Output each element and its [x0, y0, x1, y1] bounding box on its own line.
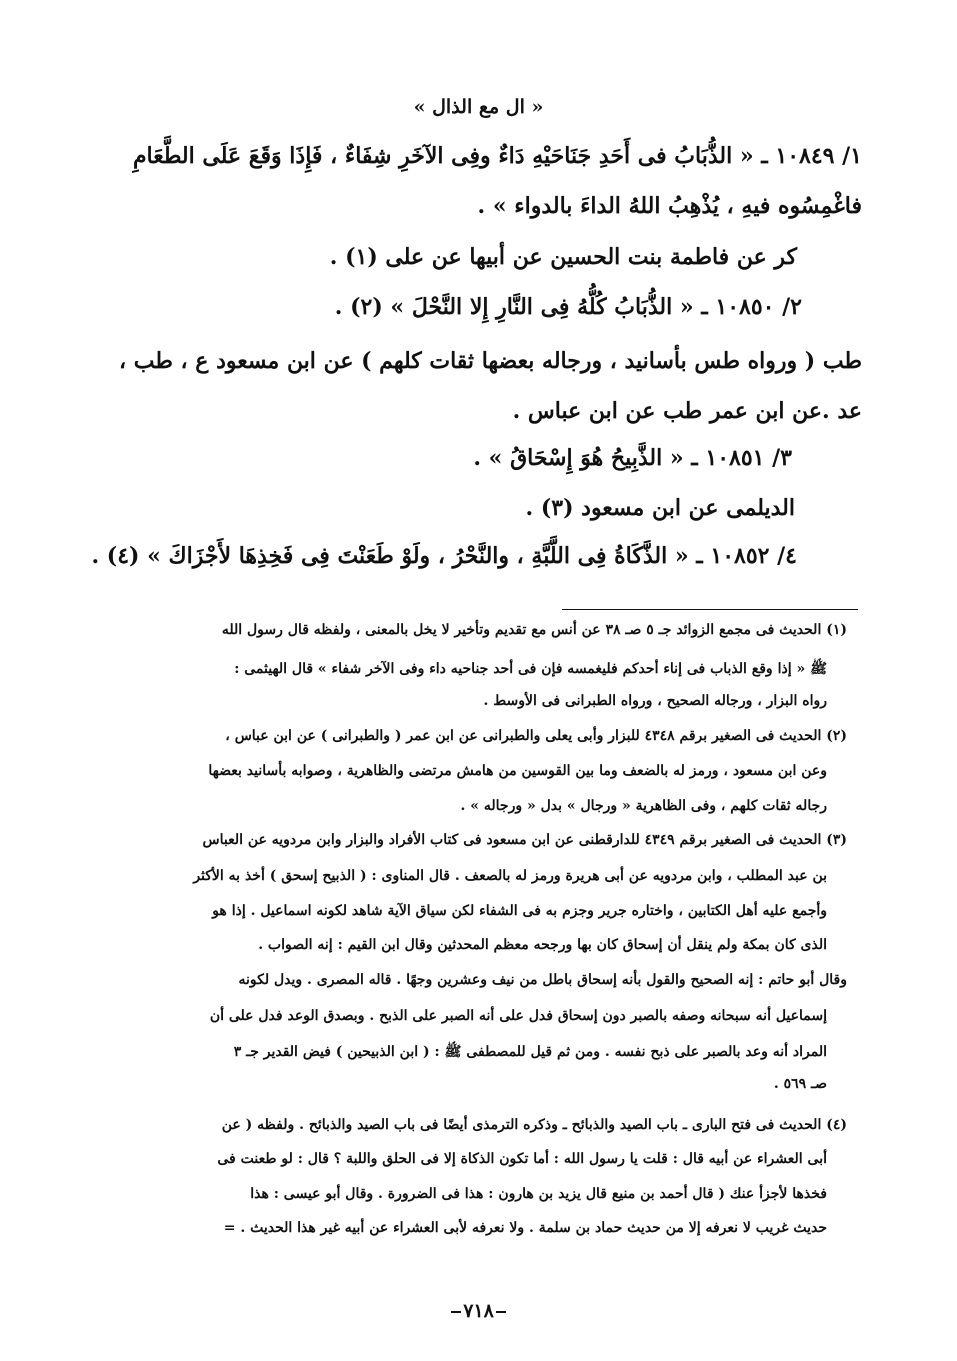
footnote-2-line-1: (٢) الحديث فى الصغير برقم ٤٣٤٨ للبزار وأبى يعلى والطبرانى عن ابن عمر ( والطبرانى ) عن ابن عباس ، — [225, 728, 847, 744]
hadith-10850-source-line-1: طب ( ورواه طس بأسانيد ، ورجاله بعضها ثقات كلهم ) عن ابن مسعود ع ، طب ، — [119, 348, 862, 374]
page-number-text: ٧١٨ — [463, 1300, 494, 1322]
footnote-3-line-3: وأجمع عليه أهل الكتابين ، واختاره جرير وجزم به فى الشفاء لكن سياق الآية شاهد لكونه اسماعيل . إذا هو — [212, 903, 827, 919]
footnote-4-line-4: حديث غريب لا نعرفه إلا من حديث حماد بن سلمة . ولا نعرفه لأبى العشراء عن أبيه غير هذا الحديث . = — [223, 1220, 827, 1236]
footnote-3-line-5: وقال أبو حاتم : إنه الصحيح والقول بأنه إسحاق باطل من نيف وعشرين وجهًا . قاله المصرى . ويدل لكونه — [238, 972, 847, 988]
footnote-separator — [562, 609, 858, 610]
footnote-3-line-2: بن عبد المطلب ، وابن مردويه عن أبى هريرة ورمز له بالصعف . قال المناوى : ( الذبيح إسحق ) أخذ به الأكثر — [193, 868, 827, 884]
hadith-10849-line-2: فاغْمِسُوه فيهِ ، يُذْهِبُ اللهُ الداءَ بالدواء » . — [477, 193, 862, 219]
hadith-10850: ٢/ ١٠٨٥٠ ـ « الذُّبَابُ كُلُّهُ فِى النَّارِ إِلا النَّحْلَ » (٢) . — [334, 294, 802, 320]
footnote-3-line-4: الذى كان بمكة ولم ينقل أن إسحاق كان بها ورجحه معظم المحدثين وقال ابن القيم : إنه الصواب . — [258, 937, 827, 953]
footnote-4-line-2: أبى العشراء عن أبيه قال : قلت يا رسول الله : أما تكون الذكاة إلا فى الحلق واللبة ؟ قال : لو طعنت فى — [217, 1151, 827, 1167]
hadith-10849-source: كر عن فاطمة بنت الحسين عن أبيها عن على (١) . — [329, 244, 797, 270]
footnote-2-line-2: وعن ابن مسعود ، ورمز له بالضعف وما بين القوسين من هامش مرتضى والظاهرية ، وصوابه بأسانيد بعضها — [208, 763, 827, 779]
hadith-10852: ٤/ ١٠٨٥٢ ـ « الذَّكَاةُ فِى اللَّبَّةِ ، والنَّحْرُ ، ولَوْ طَعَنْتَ فِى فَخِذِهَا لأَجْزَاكَ » (٤) . — [91, 543, 797, 569]
footnote-3-line-7: المراد أنه وعد بالصبر على ذبح نفسه . ومن ثم قيل للمصطفى ﷺ : ( ابن الذبيحين ) فيض القدير جـ ٣ — [233, 1044, 827, 1060]
section-header: « ال مع الذال » — [413, 96, 544, 118]
footnote-3-line-6: إسماعيل أنه سبحانه وصفه بالصبر دون إسحاق فدل على أنه الصبر على الذبح . وبصدق الوعد فدل على أن — [209, 1008, 827, 1024]
page-number-dash-right — [451, 1311, 461, 1313]
footnote-2-line-3: رجاله ثقات كلهم ، وفى الظاهرية « ورجال » بدل « ورجاله » . — [460, 798, 827, 814]
hadith-10850-source-line-2: عد .عن ابن عمر طب عن ابن عباس . — [512, 398, 862, 424]
hadith-10849-line-1: ١/ ١٠٨٤٩ ـ « الذُّبَابُ فى أَحَدِ جَنَاحَيْهِ دَاءٌ وفِى الآخَرِ شِفَاءٌ ، فَإِذَا وَقَعَ عَلَى الطَّعَامِ — [132, 143, 862, 169]
footnote-1-line-1: (١) الحديث فى مجمع الزوائد جـ ٥ صـ ٣٨ عن أنس مع تقديم وتأخير لا يخل بالمعنى ، ولفظه قال رسول الله — [221, 622, 847, 638]
footnote-1-line-3: رواه البزار ، ورجاله الصحيح ، ورواه الطبرانى فى الأوسط . — [483, 693, 827, 709]
footnote-3-line-1: (٣) الحديث فى الصغير برقم ٤٣٤٩ للدارقطنى عن ابن مسعود فى كتاب الأفراد والبزار وابن مردويه عن العباس — [202, 832, 847, 848]
page-number-dash-left — [496, 1311, 506, 1313]
hadith-10851-source: الديلمى عن ابن مسعود (٣) . — [525, 495, 795, 521]
hadith-10851: ٣/ ١٠٨٥١ ـ « الذَّبِيحُ هُوَ إِسْحَاقُ » . — [473, 445, 792, 471]
footnote-3-line-8: صـ ٥٦٩ . — [773, 1076, 827, 1092]
page-number — [0, 1300, 957, 1322]
footnote-4-line-3: فخذها لأجزأ عنك ( قال أحمد بن منيع قال يزيد بن هارون : هذا فى الضرورة . وقال أبو عيسى : هذا — [250, 1186, 827, 1202]
footnote-4-line-1: (٤) الحديث فى فتح البارى ـ باب الصيد والذبائح ـ وذكره الترمذى أيضًا فى باب الصيد والذبائح . ولفظه ( عن — [221, 1117, 847, 1133]
footnote-1-line-2: ﷺ « إذا وقع الذباب فى إناء أحدكم فليغمسه فإن فى أحد جناحيه داء وفى الآخر شفاء » قال الهيثمى : — [234, 661, 827, 677]
